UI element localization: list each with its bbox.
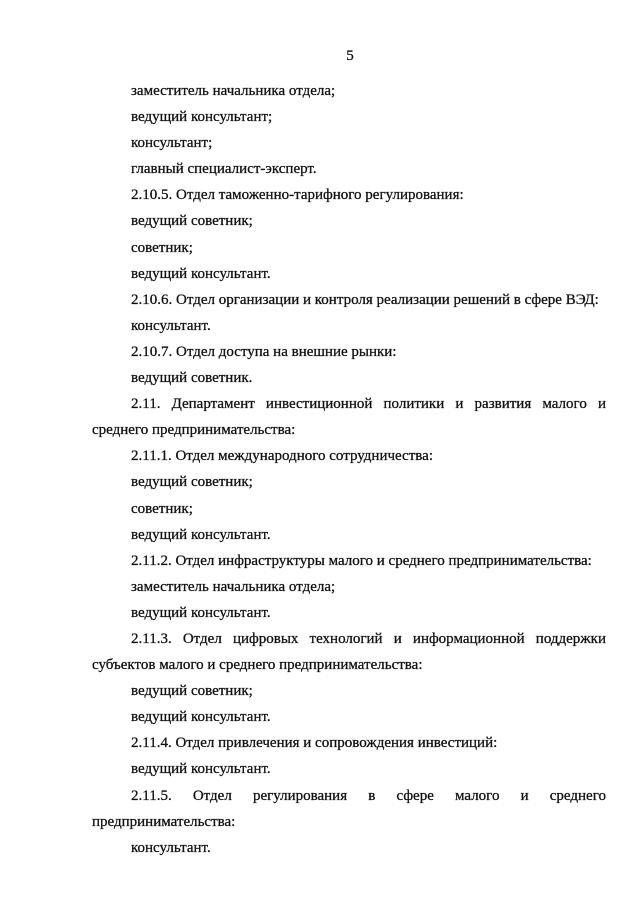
paragraph: ведущий консультант. — [131, 709, 271, 726]
paragraph: консультант. — [131, 317, 211, 334]
paragraph: 2.11.3. Отдел цифровых технологий и информационной поддержки субъектов малого и среднего предпринимательства: — [92, 630, 606, 674]
paragraph: ведущий консультант; — [131, 109, 273, 126]
paragraph: консультант. — [131, 839, 211, 856]
paragraph: ведущий советник; — [131, 213, 253, 230]
paragraph: 2.10.6. Отдел организации и контроля реализации решений в сфере ВЭД: — [131, 291, 599, 308]
paragraph: ведущий советник. — [131, 370, 253, 387]
document-body — [92, 78, 606, 861]
paragraph: главный специалист-эксперт. — [131, 161, 317, 178]
paragraph: заместитель начальника отдела; — [131, 578, 336, 595]
page-number: 5 — [346, 48, 354, 64]
paragraph: 2.10.7. Отдел доступа на внешние рынки: — [131, 343, 397, 360]
paragraph: ведущий консультант. — [131, 526, 271, 543]
paragraph: 2.10.5. Отдел таможенно-тарифного регулирования: — [131, 187, 464, 204]
paragraph: ведущий консультант. — [131, 761, 271, 778]
paragraph: ведущий консультант. — [131, 604, 271, 621]
paragraph: советник; — [131, 500, 193, 517]
paragraph: 2.11.5. Отдел регулирования в сфере малого и среднего предпринимательства: — [92, 787, 606, 830]
paragraph: 2.11.2. Отдел инфраструктуры малого и среднего предпринимательства: — [131, 552, 592, 569]
paragraph: ведущий советник; — [131, 474, 253, 491]
paragraph: 2.11.4. Отдел привлечения и сопровождения инвестиций: — [131, 735, 498, 752]
paragraph: ведущий советник; — [131, 683, 253, 700]
paragraph: консультант; — [131, 135, 213, 152]
paragraph: заместитель начальника отдела; — [131, 83, 336, 99]
paragraph: 2.11.1. Отдел международного сотрудничества: — [131, 448, 433, 465]
paragraph: 2.11. Департамент инвестиционной политики и развития малого и среднего предпринимательства: — [92, 396, 606, 439]
paragraph: советник; — [131, 239, 193, 256]
paragraph: ведущий консультант. — [131, 265, 271, 282]
